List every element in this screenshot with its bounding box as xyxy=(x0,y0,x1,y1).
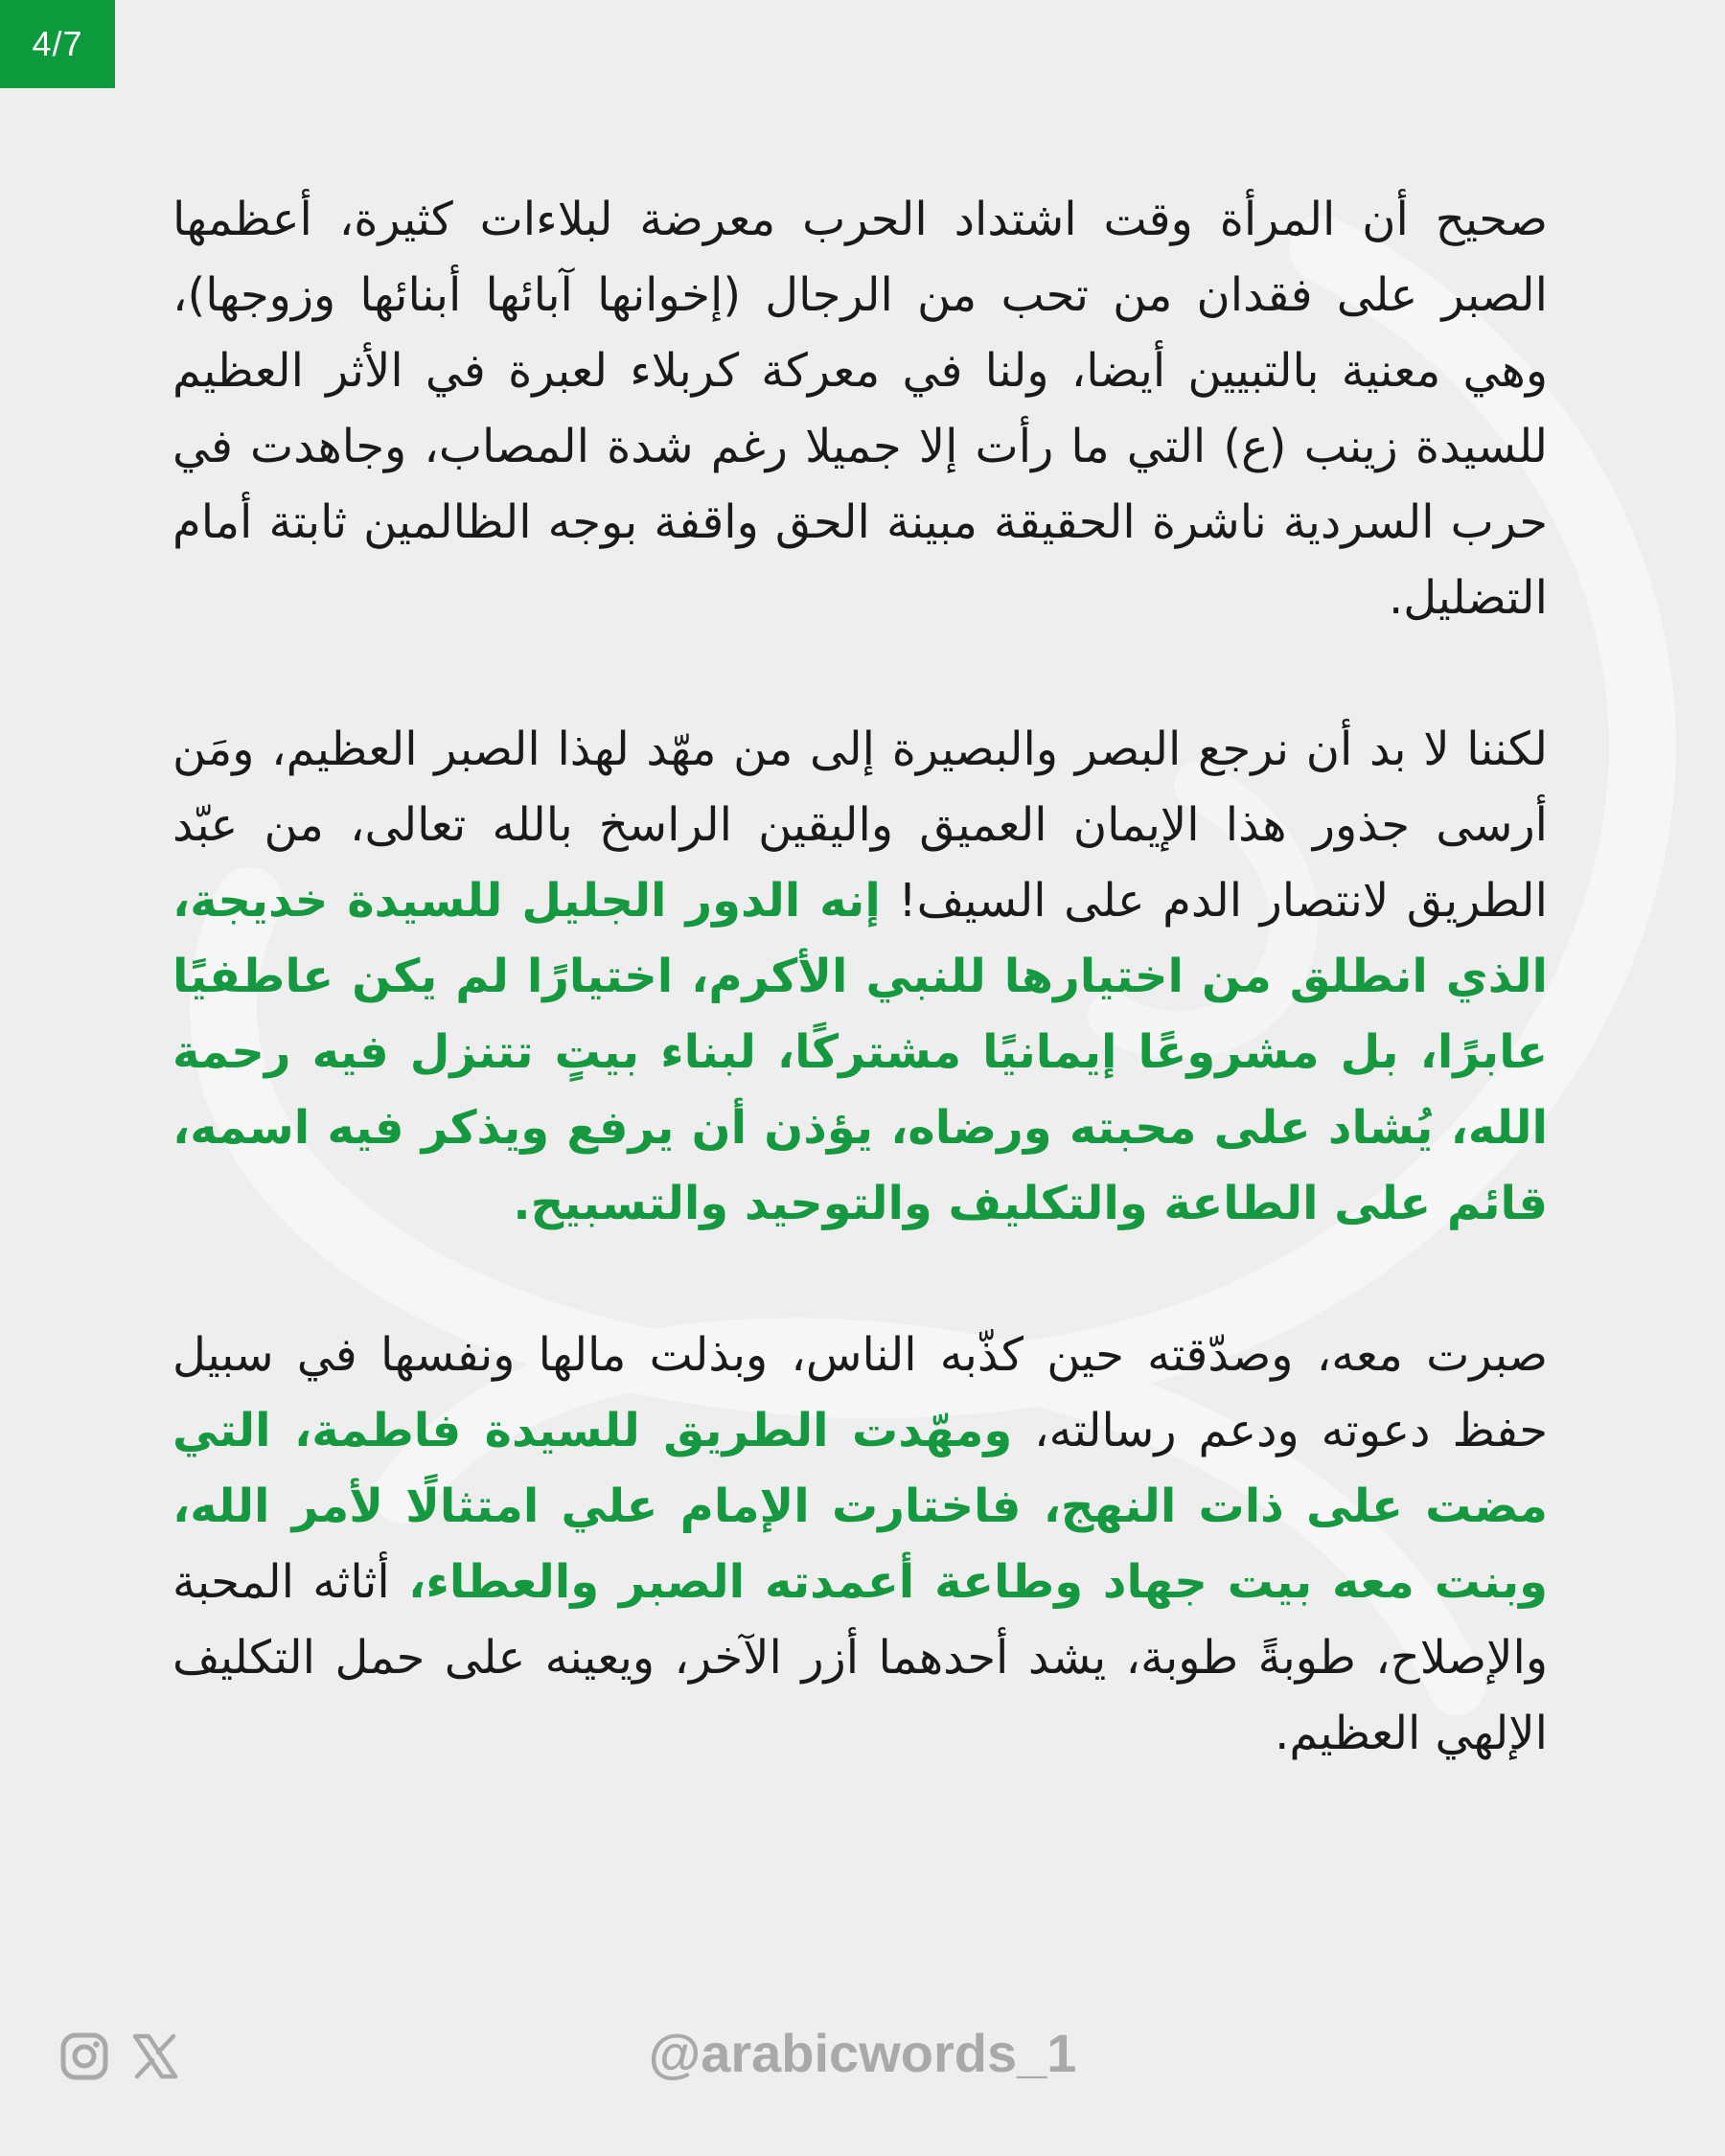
paragraph-1 xyxy=(172,182,1548,636)
page-indicator-badge xyxy=(0,0,115,88)
paragraph-2-text: لكننا لا بد أن نرجع البصر والبصيرة إلى من مهّد لهذا الصبر العظيم، ومَن أرسى جذور هذا الإيمان العميق واليقين الراسخ بالله تعالى، من عبّد الطريق لانتصار الدم على السيف! xyxy=(172,722,1549,928)
paragraph-2 xyxy=(172,712,1548,1242)
instagram-icon[interactable] xyxy=(59,2031,109,2081)
paragraph-3-text-start: صبرت معه، وصدّقته حين كذّبه الناس، وبذلت مالها ونفسها في سبيل حفظ دعوته ودعم رسالته، xyxy=(172,1328,1548,1457)
paragraph-2-highlight: إنه الدور الجليل للسيدة خديجة، الذي انطلق من اختيارها للنبي الأكرم، اختيارًا لم يكن عاطفيًا عابرًا، بل مشروعًا إيمانيًا مشتركًا، لبناء بيتٍ تتنزل فيه رحمة الله، يُشاد على محبته ورضاه، يؤذن أن يرفع ويذكر فيه اسمه، قائم على الطاعة والتكليف والتوحيد والتسبيح. xyxy=(172,874,1548,1230)
article-body xyxy=(172,182,1548,1772)
paragraph-3-highlight: ومهّدت الطريق للسيدة فاطمة، التي مضت على ذات النهج، فاختارت الإمام علي امتثالًا لأمر الله، وبنت معه بيت جهاد وطاعة أعمدته الصبر والعطاء، xyxy=(172,1404,1549,1609)
paragraph-spacer xyxy=(172,636,1548,712)
page-indicator: 4/7 xyxy=(32,24,83,63)
x-icon[interactable] xyxy=(130,2031,180,2081)
social-icons xyxy=(59,2031,180,2081)
account-handle: @arabicwords_1 xyxy=(648,2023,1077,2083)
paragraph-spacer xyxy=(172,1242,1548,1318)
paragraph-3 xyxy=(172,1318,1548,1772)
paragraph-3-text-end: أثاثه المحبة والإصلاح، طوبةً طوبة، يشد أحدهما أزر الآخر، ويعينه على حمل التكليف الإلهي العظيم. xyxy=(172,1555,1548,1760)
paragraph-1-text: صحيح أن المرأة وقت اشتداد الحرب معرضة لبلاءات كثيرة، أعظمها الصبر على فقدان من تحب من الرجال (إخوانها آبائها أبنائها وزوجها)، وهي معنية بالتبيين أيضا، ولنا في معركة كربلاء لعبرة في الأثر العظيم للسيدة زينب (ع) التي ما رأت إلا جميلا رغم شدة المصاب، وجاهدت في حرب السردية ناشرة الحقيقة مبينة الحق واقفة بوجه الظالمين ثابتة أمام التضليل. xyxy=(172,193,1548,625)
